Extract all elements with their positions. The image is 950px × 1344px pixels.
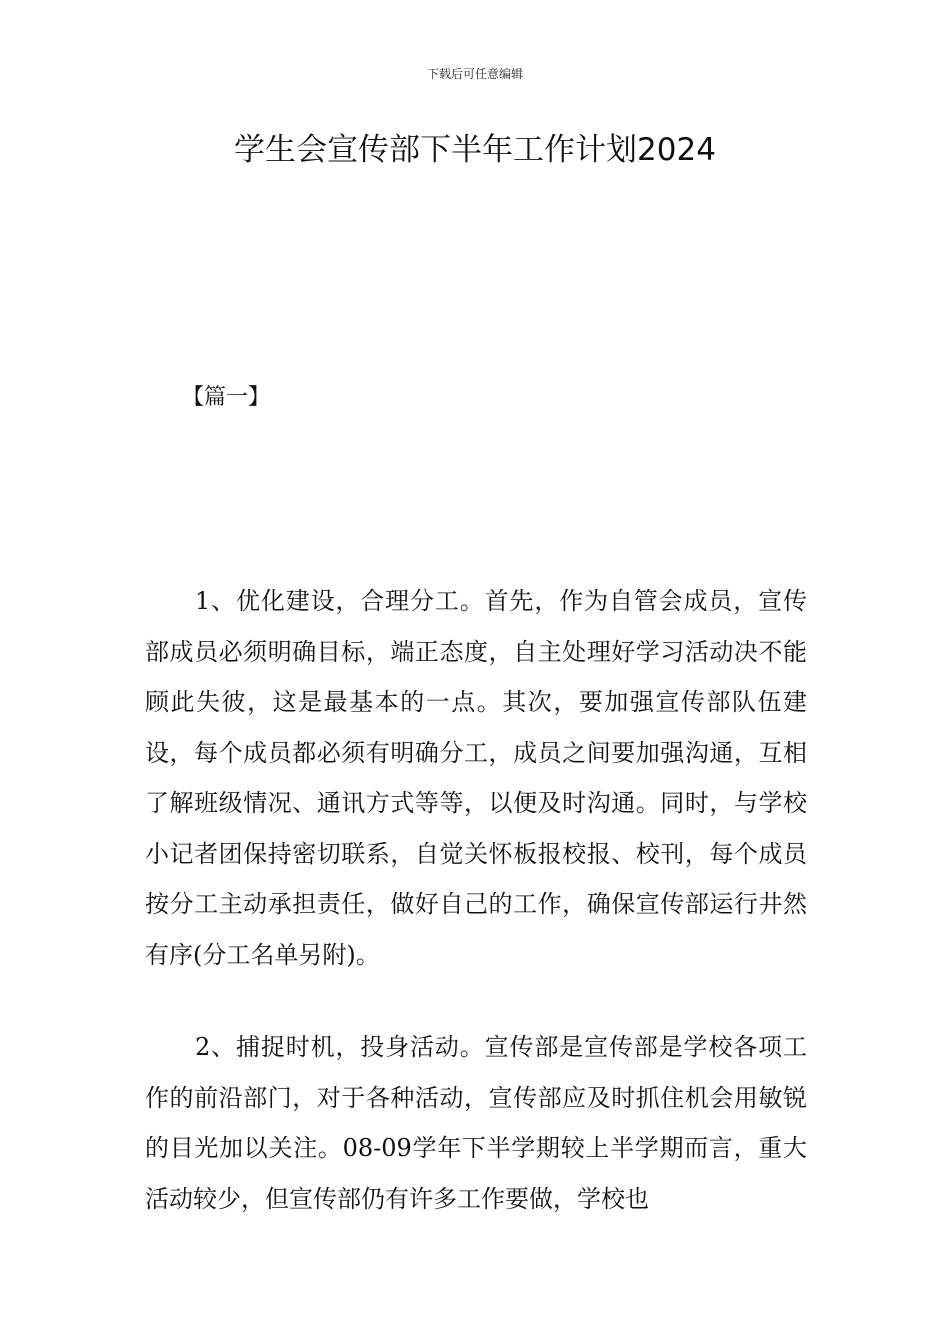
header-note: 下载后可任意编辑	[426, 67, 523, 81]
body-paragraph-2: 2、捕捉时机，投身活动。宣传部是宣传部是学校各项工作的前沿部门，对于各种活动，宣传部应及时抓住机会用敏锐的目光加以关注。08-09学年下半学期较上半学期而言，重大活动较少，但宣传部仍有许多工作要做，学校也	[145, 1033, 807, 1213]
document-title: 学生会宣传部下半年工作计划2024	[234, 132, 716, 168]
body-paragraph-1: 1、优化建设，合理分工。首先，作为自管会成员，宣传部成员必须明确目标，端正态度，自主处理好学习活动决不能顾此失彼，这是最基本的一点。其次，要加强宣传部队伍建设，每个成员都必须有明确分工，成员之间要加强沟通，互相了解班级情况、通讯方式等等，以便及时沟通。同时，与学校小记者团保持密切联系，自觉关怀板报校报、校刊，每个成员按分工主动承担责任，做好自己的工作，确保宣传部运行井然有序(分工名单另附)。	[145, 587, 807, 969]
section-heading: 【篇一】	[182, 385, 271, 410]
